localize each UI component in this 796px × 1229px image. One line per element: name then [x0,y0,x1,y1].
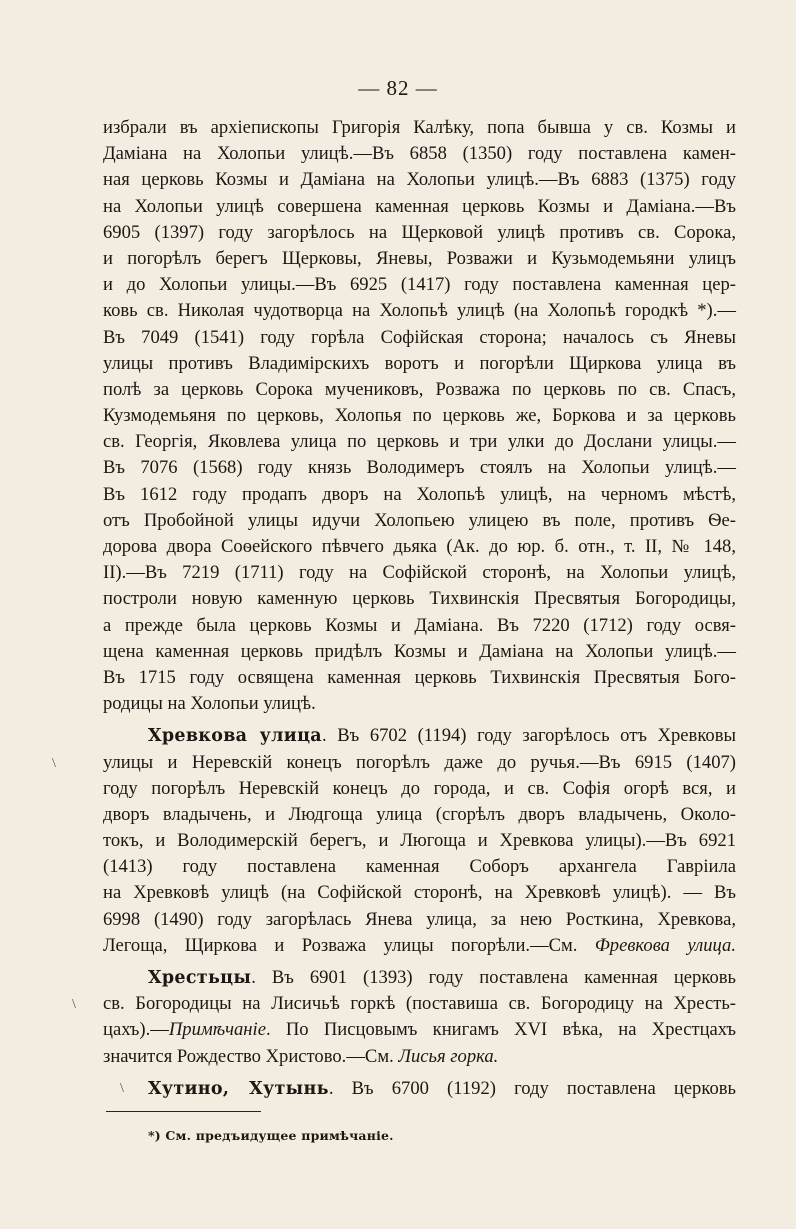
text-line: 6998 (1490) году загорѣлась Янева улица, за нею Росткина, Хревкова, [103,908,736,930]
text-line: ковь св. Николая чудотворца на Холопьѣ улицѣ (на Холопьѣ городкѣ *).— [103,300,736,322]
text-line: значится Рождество Христово.—См. Лисья горка. [103,1045,499,1067]
text-line: полѣ за церковь Сорока мучениковъ, Розважа по церковь по св. Спасъ, [103,378,736,400]
text-line: родицы на Холопьи улицѣ. [103,693,316,715]
text-line: Въ 7076 (1568) году князь Володимеръ стоялъ на Холопьи улицѣ.— [103,457,736,479]
cross-reference: Фревкова улица. [594,934,736,956]
text-line: II).—Въ 7219 (1711) году на Софійской сторонѣ, на Холопьи улицѣ, [103,562,736,584]
margin-mark: \ [120,1081,124,1096]
entry-heading: Хрестьцы [148,968,252,988]
entry-line: Хутино, Хутынь. Въ 6700 (1192) году поставлена церковь [148,1077,736,1099]
text-line: Легоща, Щиркова и Розважа улицы погорѣли.—См. Фревкова улица. [103,934,736,956]
footnote-divider [106,1111,261,1112]
text-line: токъ, и Володимерскій берегъ, и Люгоща и Хревкова улицы).—Въ 6921 [103,830,736,852]
text-line: цахъ).—Примѣчаніе. По Писцовымъ книгамъ XVI вѣка, на Хрестцахъ [103,1019,736,1041]
text-line: и погорѣлъ берегъ Щерковы, Яневы, Розважи и Кузьмодемьяни улицъ [103,247,736,269]
margin-mark: \ [72,997,76,1012]
cross-reference: Лисья горка. [398,1045,499,1067]
text-line: щена каменная церковь придѣлъ Козмы и Даміана на Холопьи улицѣ.— [103,640,736,662]
text-line: 6905 (1397) году загорѣлось на Щерковой улицѣ противъ св. Сорока, [103,221,736,243]
text-line: дворъ владычень, и Людгоща улица (сгорѣлъ дворъ владычень, Около- [103,803,736,825]
text-line: Даміана на Холопьи улицѣ.—Въ 6858 (1350) году поставлена камен- [103,143,736,165]
text-line: на Холопьи улицѣ совершена каменная церковь Козмы и Даміана.—Въ [103,195,736,217]
text-line: отъ Пробойной улицы идучи Холопьею улицею въ поле, противъ Ѳе- [103,509,736,531]
footnote: *) См. предъидущее примѣчаніе. [148,1128,394,1143]
text-line: улицы противъ Владимірскихъ воротъ и погорѣли Щиркова улица въ [103,352,736,374]
text-line: ная церковь Козмы и Даміана на Холопьи улицѣ.—Въ 6883 (1375) году [103,169,736,191]
margin-mark: \ [52,756,56,771]
text-line: Въ 7049 (1541) году горѣла Софійская сторона; началось съ Яневы [103,326,736,348]
text-line: дорова двора Соѳейского пѣвчего дьяка (Ак. до юр. б. отн., т. II, № 148, [103,536,736,557]
text-line: а прежде была церковь Козмы и Даміана. Въ 7220 (1712) году освя- [103,614,736,636]
text-line: св. Георгія, Яковлева улица по церковь и три улки до Дослани улицы.— [103,431,736,453]
text-line: улицы и Неревскій конецъ погорѣлъ даже до ручья.—Въ 6915 (1407) [103,751,736,773]
text-line: (1413) году поставлена каменная Соборъ архангела Гавріила [103,856,736,878]
note-label: Примѣчаніе [168,1019,266,1041]
text-line: и до Холопьи улицы.—Въ 6925 (1417) году поставлена каменная цер- [103,274,736,296]
text-line: избрали въ архіепископы Григорія Калѣку, попа бывша у св. Козмы и [103,117,736,138]
text-line: построли новую каменную церковь Тихвинскія Пресвятыя Богородицы, [103,588,736,610]
entry-heading: Хутино, Хутынь [148,1078,329,1099]
entry-heading: Хревкова улица [148,726,322,747]
text-line: Кузмодемьяня по церковь, Холопья по церковь же, Боркова и за церковь [103,405,736,427]
body-text [103,115,736,1102]
text-line: году погорѣлъ Неревскій конецъ до города, и св. Софія огорѣ вся, и [103,777,736,799]
text-line: на Хревковѣ улицѣ (на Софійской сторонѣ, на Хревковѣ улицѣ). — Въ [103,882,736,904]
page-number: — 82 — [358,76,438,100]
text-line: Въ 1612 году продапъ дворъ на Холопьѣ улицѣ, на черномъ мѣстѣ, [103,483,736,505]
entry-line: Хревкова улица. Въ 6702 (1194) году загорѣлось отъ Хревковы [148,725,736,747]
text-line: Въ 1715 году освящена каменная церковь Тихвинскія Пресвятыя Бого- [103,666,736,688]
entry-line: Хрестьцы. Въ 6901 (1393) году поставлена каменная церковь [148,967,736,988]
text-line: св. Богородицы на Лисичьѣ горкѣ (поставиша св. Богородицу на Хресть- [103,993,736,1015]
